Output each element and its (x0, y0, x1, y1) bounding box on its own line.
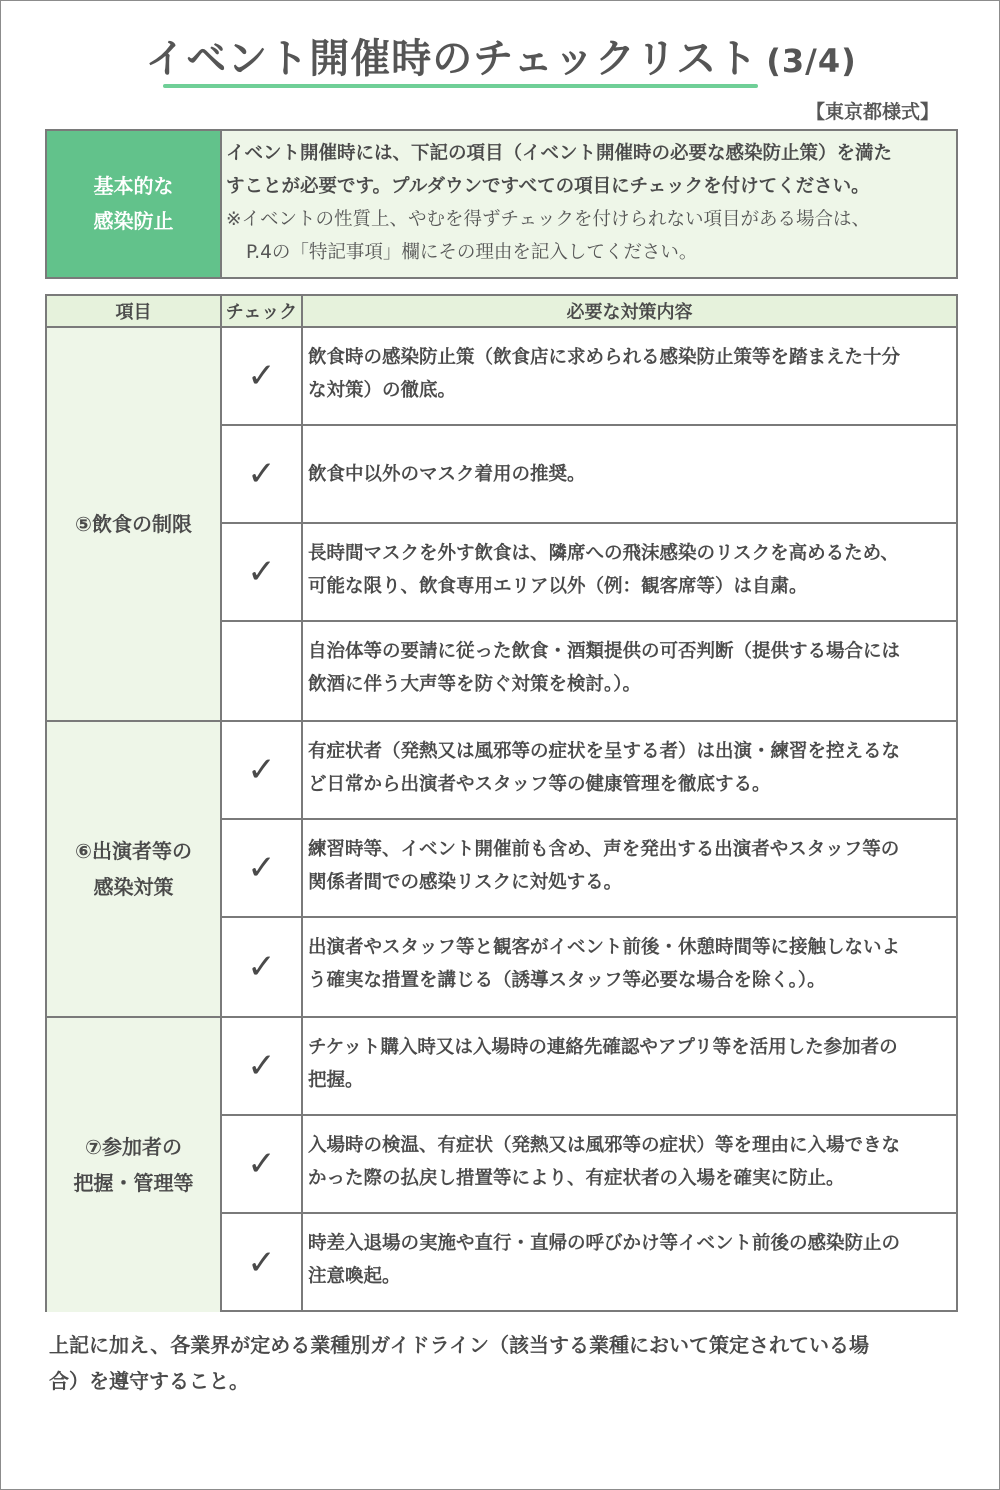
measure-line1: 飲食時の感染防止策（飲食店に求められる感染防止策等を踏まえた十分 (308, 347, 901, 368)
group-food-restriction (47, 328, 956, 722)
measure-text (303, 426, 956, 522)
basic-prevention-box (45, 129, 958, 279)
group-label-line1: ⑥出演者等の (75, 839, 192, 863)
basic-note-line2: P.4の「特記事項」欄にその理由を記入してください。 (246, 242, 698, 263)
checkbox-cell[interactable]: ✓ (222, 820, 303, 916)
table-row (222, 722, 956, 820)
measure-line1: 長時間マスクを外す飲食は、隣席への飛沫感染のリスクを高めるため、 (308, 543, 899, 564)
measure-line2: 関係者間での感染リスクに対処する。 (308, 872, 623, 893)
basic-label-line2: 感染防止 (93, 209, 174, 233)
header-check: チェック (222, 296, 303, 326)
table-row (222, 918, 956, 1016)
measure-line1: 出演者やスタッフ等と観客がイベント前後・休憩時間等に接触しないよ (308, 937, 901, 958)
checkbox-cell[interactable]: ✓ (222, 1214, 303, 1312)
checklist-table (45, 294, 958, 1312)
title-page-number: (3/4) (766, 42, 857, 80)
tokyo-format-label: 【東京都様式】 (805, 101, 939, 123)
title-area (1, 31, 1000, 89)
measure-line1: 飲食中以外のマスク着用の推奨。 (308, 463, 586, 485)
table-header (47, 296, 956, 328)
checkbox-cell[interactable]: ✓ (222, 1018, 303, 1114)
measure-text (303, 820, 956, 916)
checkbox-cell[interactable]: ✓ (222, 918, 303, 1016)
group-label-line1: ⑤飲食の制限 (75, 512, 192, 536)
group-participant-management (47, 1018, 956, 1312)
checkbox-cell[interactable]: ✓ (222, 524, 303, 620)
group-label-line2: 把握・管理等 (73, 1171, 194, 1195)
footer-note (49, 1327, 949, 1399)
measure-text (303, 1214, 956, 1312)
measure-line2: う確実な措置を講じる（誘導スタッフ等必要な場合を除く。）。 (308, 970, 826, 991)
measure-text (303, 722, 956, 818)
group-rows (222, 722, 956, 1016)
group-rows (222, 1018, 956, 1312)
table-row (222, 820, 956, 918)
basic-label-line1: 基本的な (93, 174, 174, 198)
group-label (47, 328, 222, 720)
measure-text (303, 1018, 956, 1114)
measure-text (303, 918, 956, 1016)
footer-line1: 上記に加え、各業界が定める業種別ガイドライン（該当する業種において策定されている場 (49, 1333, 869, 1357)
checkbox-cell[interactable]: ✓ (222, 426, 303, 522)
measure-line1: 練習時等、イベント開催前も含め、声を発出する出演者やスタッフ等の (308, 839, 900, 860)
group-label-line1: ⑦参加者の (85, 1135, 182, 1159)
measure-line1: 時差入退場の実施や直行・直帰の呼びかけ等イベント前後の感染防止の (308, 1233, 901, 1254)
table-row (222, 1116, 956, 1214)
basic-prevention-text (222, 131, 956, 277)
table-row (222, 1214, 956, 1312)
measure-line2: な対策）の徹底。 (308, 380, 457, 401)
measure-line1: 入場時の検温、有症状（発熱又は風邪等の症状）等を理由に入場できな (308, 1135, 901, 1156)
table-row (222, 1018, 956, 1116)
measure-line1: 自治体等の要請に従った飲食・酒類提供の可否判断（提供する場合には (308, 641, 901, 662)
header-item: 項目 (47, 296, 222, 326)
table-row (222, 328, 956, 426)
group-rows (222, 328, 956, 720)
measure-text (303, 1116, 956, 1212)
group-label (47, 1018, 222, 1312)
table-row (222, 524, 956, 622)
measure-text (303, 328, 956, 424)
footer-line2: 合）を遵守すること。 (49, 1369, 249, 1393)
measure-line2: ど日常から出演者やスタッフ等の健康管理を徹底する。 (308, 774, 771, 795)
group-performer-measures (47, 722, 956, 1018)
checkbox-cell[interactable]: ✓ (222, 722, 303, 818)
measure-line2: 可能な限り、飲食専用エリア以外（例：観客席等）は自粛。 (308, 576, 808, 597)
basic-note-line1: ※イベントの性質上、やむを得ずチェックを付けられない項目がある場合は、 (226, 209, 870, 230)
checkbox-cell[interactable]: ✓ (222, 1116, 303, 1212)
measure-line2: 注意喚起。 (308, 1266, 401, 1287)
group-label (47, 722, 222, 1016)
page-title (145, 31, 856, 89)
basic-text-line2: すことが必要です。プルダウンですべての項目にチェックを付けてください。 (226, 176, 870, 197)
group-label-line2: 感染対策 (93, 875, 174, 899)
measure-line2: かった際の払戻し措置等により、有症状者の入場を確実に防止。 (308, 1168, 845, 1189)
checkbox-cell[interactable] (222, 622, 303, 720)
basic-text-line1: イベント開催時には、下記の項目（イベント開催時の必要な感染防止策）を満た (226, 143, 893, 164)
measure-line2: 把握。 (308, 1070, 364, 1091)
measure-text (303, 622, 956, 720)
measure-text (303, 524, 956, 620)
basic-prevention-label (47, 131, 222, 277)
measure-line1: チケット購入時又は入場時の連絡先確認やアプリ等を活用した参加者の (308, 1037, 898, 1058)
title-main: イベント開催時のチェックリスト (145, 31, 758, 87)
table-row (222, 426, 956, 524)
measure-line1: 有症状者（発熱又は風邪等の症状を呈する者）は出演・練習を控えるな (308, 741, 901, 762)
checkbox-cell[interactable]: ✓ (222, 328, 303, 424)
header-measures: 必要な対策内容 (566, 302, 693, 323)
table-row (222, 622, 956, 720)
measure-line2: 飲酒に伴う大声等を防ぐ対策を検討。）。 (308, 674, 642, 695)
